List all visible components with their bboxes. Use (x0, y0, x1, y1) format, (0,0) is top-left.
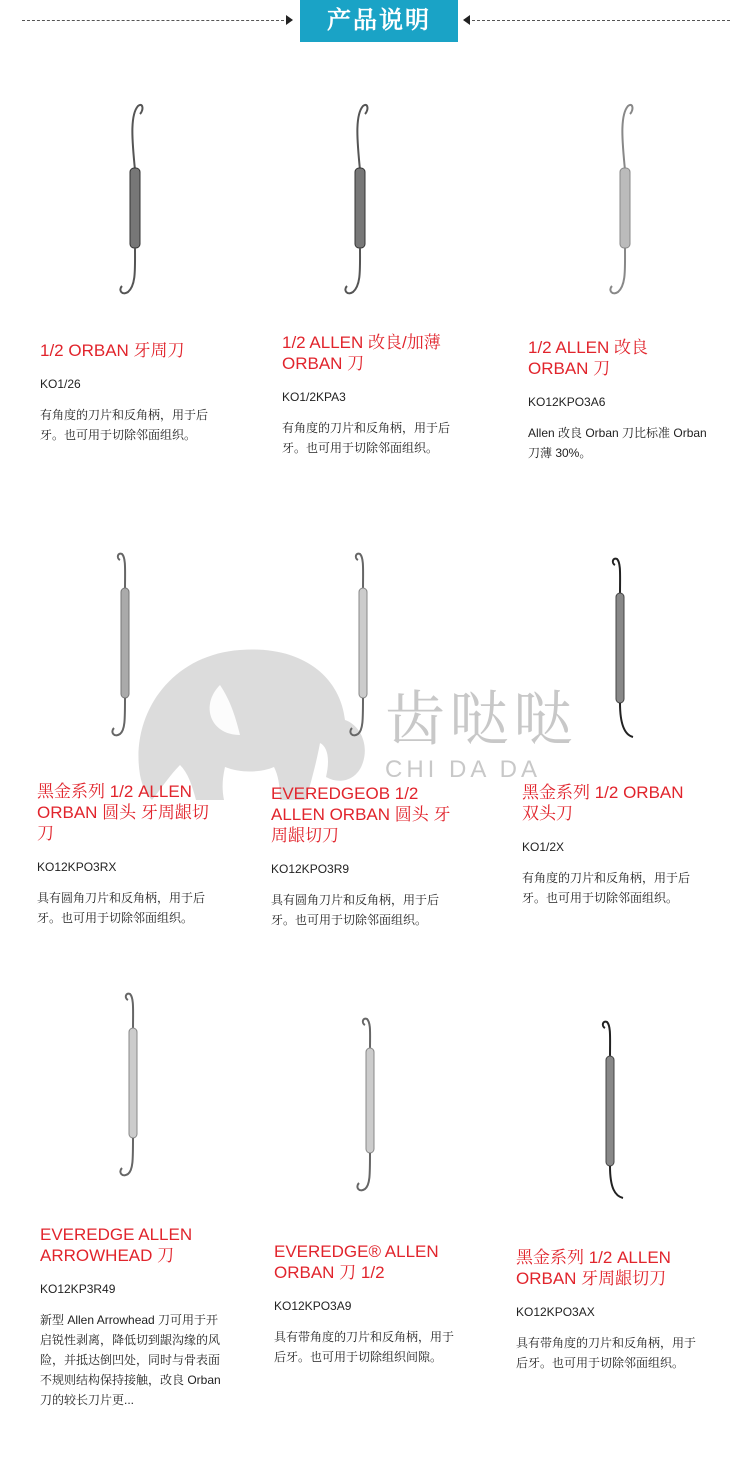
product-description: 有角度的刀片和反角柄，用于后牙。也可用于切除邻面组织。 (522, 871, 691, 905)
product-image-8 (345, 1015, 395, 1195)
product-description: 新型 Allen Arrowhead 刀可用于开启锐性剥离，降低切到龈沟缘的风险，并抵达倒凹处，同时与骨表面不规则结构保持接触，改良 Orban 刀的较长刀片更... (40, 1313, 221, 1407)
product-title: 黑金系列 1/2 ALLEN ORBAN 圆头 牙周龈切刀 (37, 782, 209, 843)
watermark-brand-en: CHI DA DA (385, 756, 542, 783)
product-image-3 (600, 100, 650, 300)
product-title: EVEREDGEOB 1/2 ALLEN ORBAN 圆头 牙周龈切刀 (271, 784, 451, 845)
product-code: KO12KP3R49 (40, 1282, 116, 1296)
product-image-1 (110, 100, 160, 300)
product-card-2[interactable] (282, 332, 467, 458)
product-card-6[interactable] (522, 782, 707, 908)
product-description: 具有圆角刀片和反角柄，用于后牙。也可用于切除邻面组织。 (37, 891, 206, 925)
product-description: 有角度的刀片和反角柄，用于后牙。也可用于切除邻面组织。 (40, 408, 209, 442)
product-image-4 (100, 550, 150, 740)
product-description: 具有带角度的刀片和反角柄，用于后牙。也可用于切除组织间隙。 (274, 1330, 455, 1364)
product-description: Allen 改良 Orban 刀比标准 Orban 刀薄 30%。 (528, 426, 707, 460)
product-code: KO12KPO3R9 (271, 862, 350, 876)
header-divider-right (472, 20, 730, 21)
product-card-5[interactable] (271, 783, 456, 930)
product-code: KO1/2KPA3 (282, 390, 346, 404)
product-image-6 (595, 555, 655, 745)
product-title: 1/2 ALLEN 改良 ORBAN 刀 (528, 338, 649, 378)
product-image-2 (335, 100, 385, 300)
product-title: EVEREDGE ALLEN ARROWHEAD 刀 (40, 1225, 193, 1265)
product-card-7[interactable] (40, 1224, 225, 1410)
product-card-4[interactable] (37, 781, 222, 928)
product-card-3[interactable] (528, 337, 708, 463)
product-card-9[interactable] (516, 1247, 701, 1373)
product-title: 1/2 ORBAN 牙周刀 (40, 341, 185, 360)
header-arrow-left-icon (286, 15, 293, 25)
header-arrow-right-icon (463, 15, 470, 25)
product-code: KO12KPO3A6 (528, 395, 606, 409)
header-divider-left (22, 20, 284, 21)
product-card-1[interactable] (40, 340, 225, 445)
product-code: KO1/2X (522, 840, 565, 854)
product-description: 具有带角度的刀片和反角柄，用于后牙。也可用于切除邻面组织。 (516, 1336, 697, 1370)
product-code: KO12KPO3AX (516, 1305, 595, 1319)
product-code: KO12KPO3RX (37, 860, 117, 874)
product-image-9 (585, 1018, 645, 1208)
watermark-brand-cn: 齿哒哒 (385, 685, 577, 755)
section-title: 产品说明 (300, 0, 458, 42)
product-title: 黑金系列 1/2 ALLEN ORBAN 牙周龈切刀 (516, 1248, 671, 1288)
section-header (0, 0, 750, 44)
product-image-5 (338, 550, 388, 740)
product-card-8[interactable] (274, 1241, 459, 1367)
product-description: 具有圆角刀片和反角柄，用于后牙。也可用于切除邻面组织。 (271, 893, 440, 927)
product-code: KO12KPO3A9 (274, 1299, 352, 1313)
product-image-7 (108, 990, 158, 1180)
product-code: KO1/26 (40, 377, 81, 391)
product-title: 黑金系列 1/2 ORBAN 双头刀 (522, 783, 684, 823)
product-title: 1/2 ALLEN 改良/加薄 ORBAN 刀 (282, 333, 441, 373)
product-description: 有角度的刀片和反角柄，用于后牙。也可用于切除邻面组织。 (282, 421, 451, 455)
product-title: EVEREDGE® ALLEN ORBAN 刀 1/2 (274, 1242, 439, 1282)
